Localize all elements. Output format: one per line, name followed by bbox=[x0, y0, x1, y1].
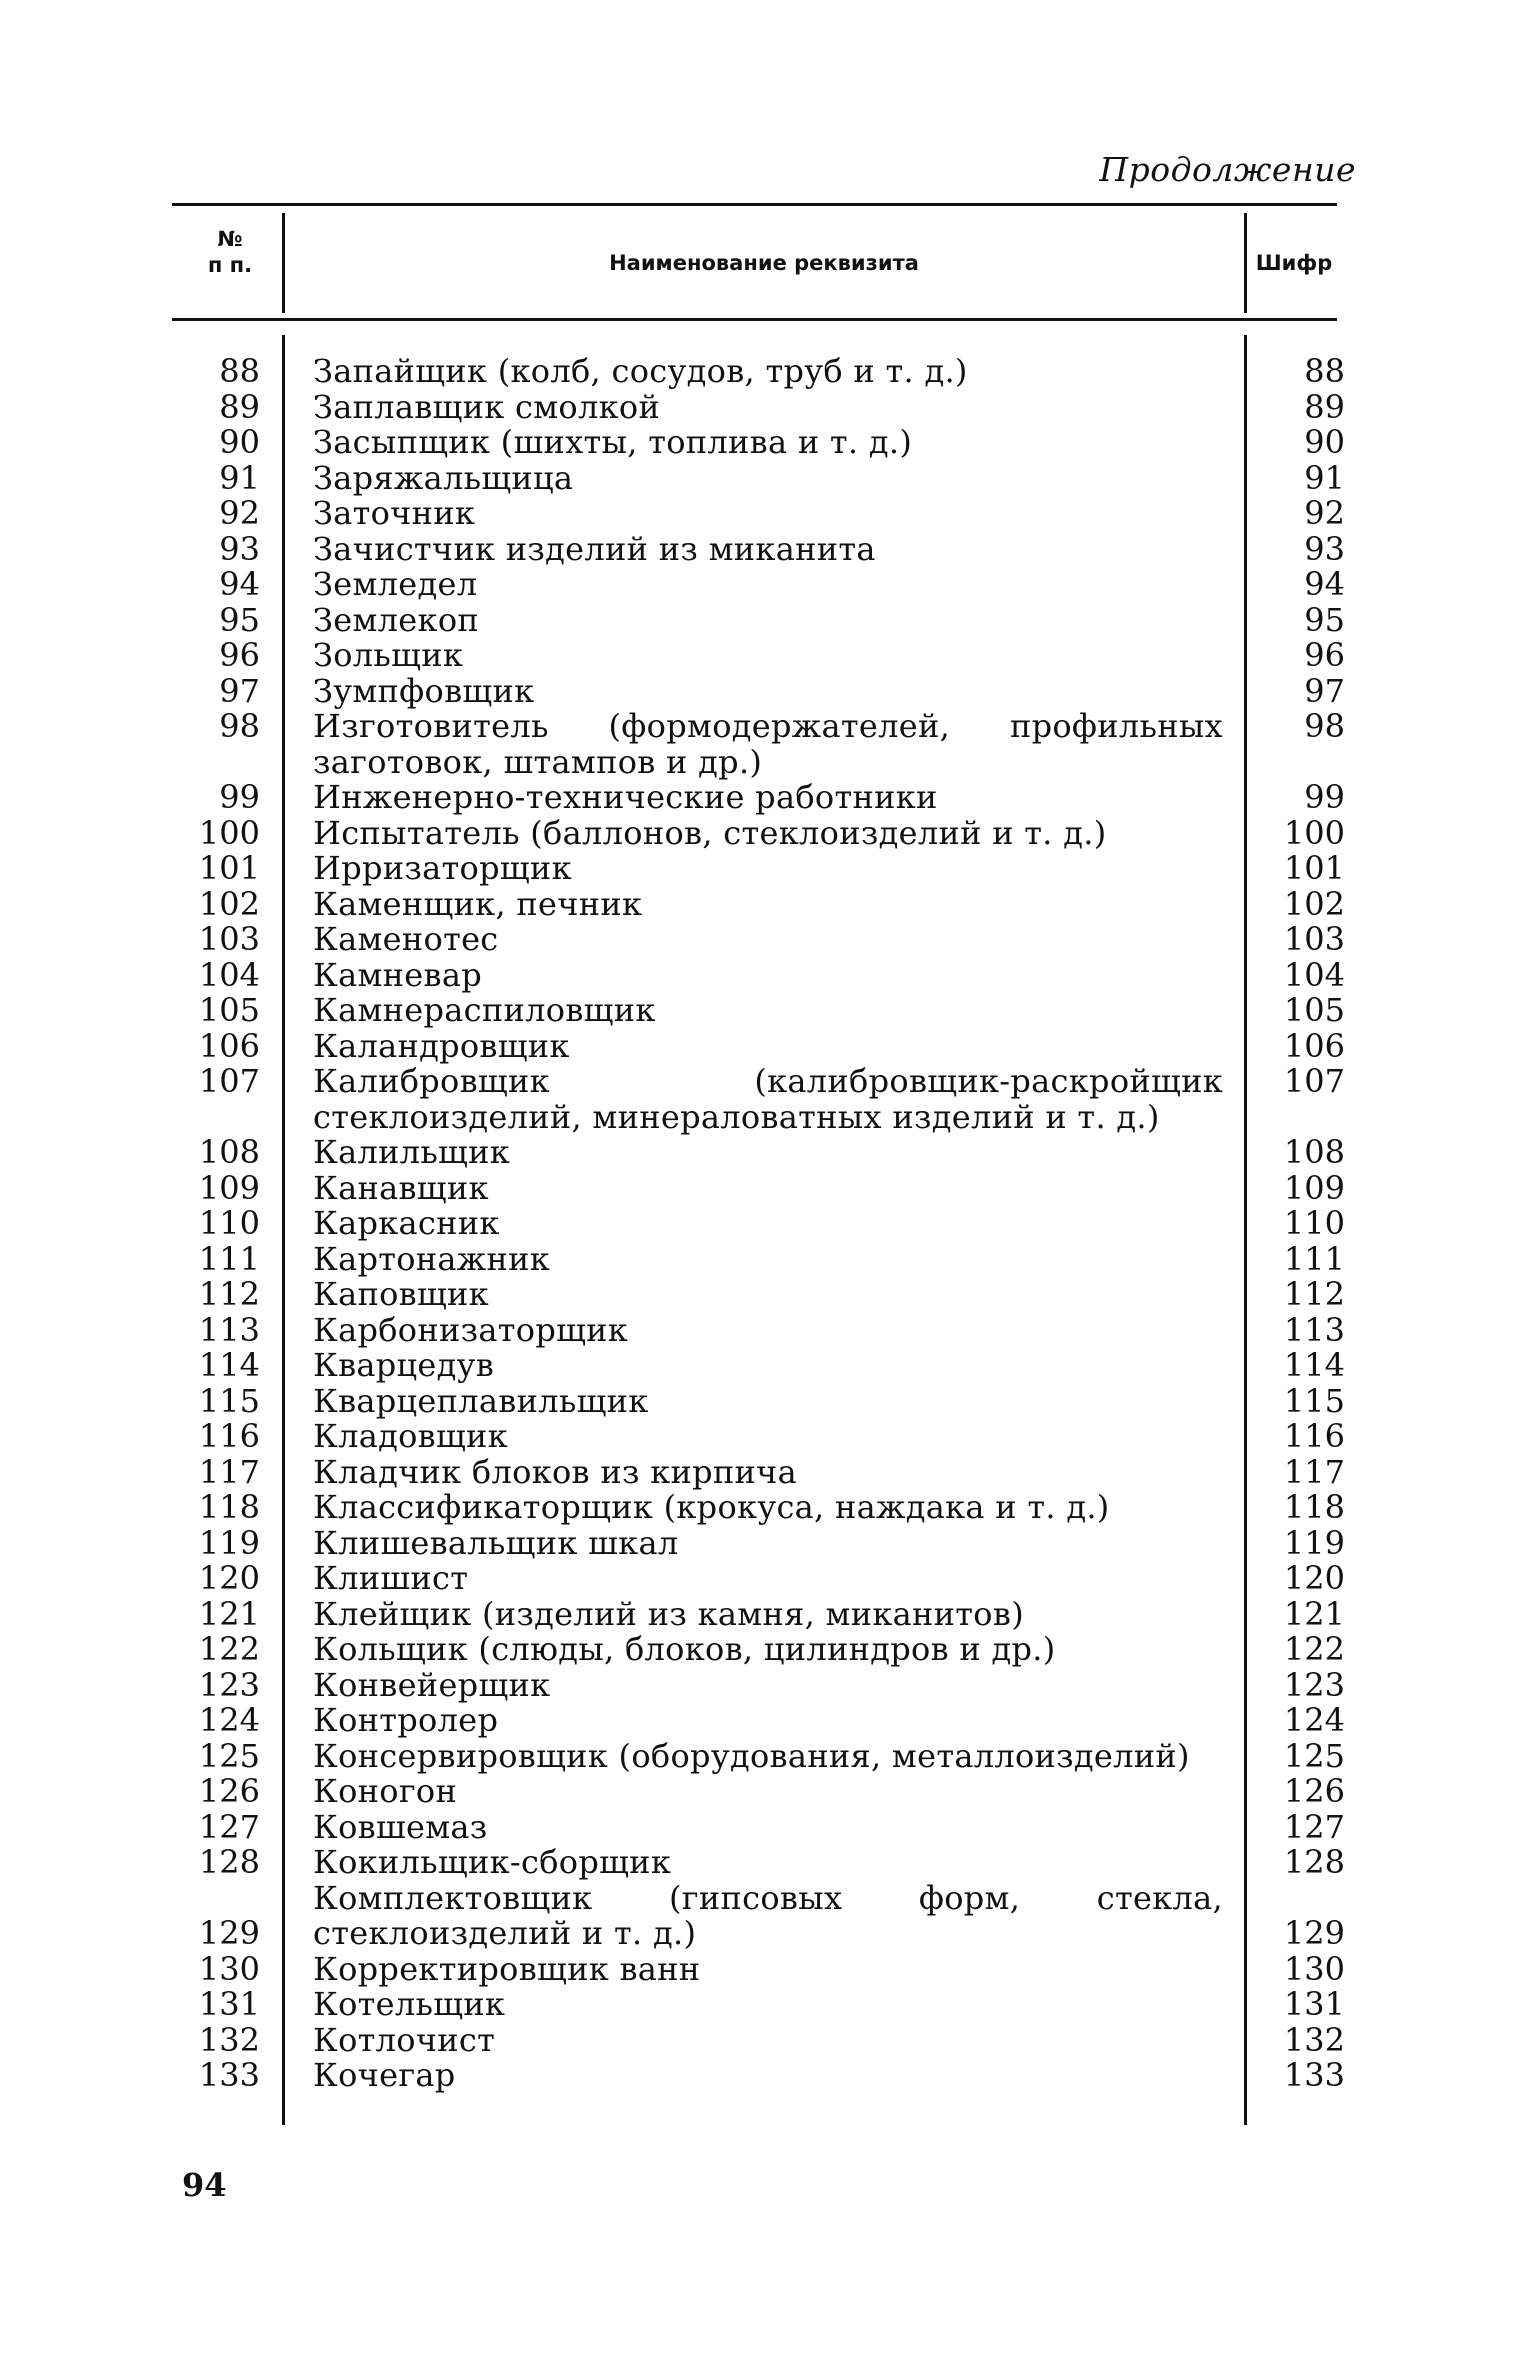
row-name: Засыпщик (шихты, топлива и т. д.) bbox=[313, 423, 913, 461]
row-number: 118 bbox=[198, 1488, 260, 1526]
row-code: 113 bbox=[1283, 1310, 1345, 1349]
row-number: 88 bbox=[219, 352, 260, 390]
row-code: 108 bbox=[1283, 1133, 1345, 1171]
row-name: Канавщик bbox=[313, 1168, 489, 1207]
column-header-number-abbrev: п п. bbox=[207, 253, 253, 277]
row-number: 133 bbox=[198, 2056, 260, 2094]
row-name: Котлочист bbox=[313, 2020, 496, 2059]
table-row bbox=[0, 2058, 1536, 2094]
row-number: 106 bbox=[198, 1026, 260, 1065]
row-number: 110 bbox=[198, 1204, 260, 1242]
row-code: 96 bbox=[1304, 636, 1345, 674]
table-row bbox=[0, 1168, 1536, 1207]
row-code: 105 bbox=[1283, 991, 1345, 1029]
row-name: Каменщик, печник bbox=[313, 884, 643, 923]
row-number: 119 bbox=[198, 1523, 260, 1562]
table-row bbox=[0, 709, 1536, 780]
row-name: Картонажник bbox=[313, 1239, 551, 1278]
row-number: 129 bbox=[198, 1914, 260, 1952]
row-name: Каландровщик bbox=[313, 1026, 570, 1065]
table-row bbox=[0, 1381, 1536, 1420]
row-code: 107 bbox=[1283, 1062, 1345, 1100]
row-code: 116 bbox=[1283, 1417, 1345, 1455]
row-name: Карбонизаторщик bbox=[313, 1310, 629, 1349]
row-number: 121 bbox=[198, 1594, 260, 1633]
row-number: 97 bbox=[219, 671, 260, 710]
row-name: Кварцедув bbox=[313, 1346, 495, 1384]
row-code: 117 bbox=[1283, 1452, 1345, 1491]
row-name: Каповщик bbox=[313, 1275, 489, 1313]
row-code: 124 bbox=[1283, 1701, 1345, 1739]
table-row bbox=[0, 780, 1536, 816]
row-number: 102 bbox=[198, 884, 260, 923]
row-code: 99 bbox=[1304, 778, 1345, 816]
row-number: 128 bbox=[198, 1843, 260, 1881]
row-name: Землекоп bbox=[313, 600, 480, 639]
row-name: Классификаторщик (крокуса, наждака и т. д.) bbox=[313, 1488, 1110, 1526]
row-number: 98 bbox=[219, 707, 260, 745]
table-row bbox=[0, 1632, 1536, 1668]
row-code: 94 bbox=[1304, 565, 1345, 603]
table-row bbox=[0, 1987, 1536, 2023]
row-name: Конвейерщик bbox=[313, 1665, 551, 1704]
row-name: Контролер bbox=[313, 1701, 499, 1739]
row-code: 110 bbox=[1283, 1204, 1345, 1242]
row-code: 132 bbox=[1283, 2020, 1345, 2059]
table-row bbox=[0, 1878, 1536, 1952]
row-code: 90 bbox=[1304, 423, 1345, 461]
row-code: 127 bbox=[1283, 1807, 1345, 1846]
row-code: 91 bbox=[1304, 458, 1345, 497]
table-row bbox=[0, 1064, 1536, 1135]
table-top-rule bbox=[172, 203, 1337, 206]
row-name: Кладчик блоков из кирпича bbox=[313, 1452, 797, 1491]
row-name: Каркасник bbox=[313, 1204, 500, 1242]
row-code: 118 bbox=[1283, 1488, 1345, 1526]
row-name: Кварцеплавильщик bbox=[313, 1381, 649, 1420]
row-number: 127 bbox=[198, 1807, 260, 1846]
row-number: 90 bbox=[219, 423, 260, 461]
row-number: 114 bbox=[198, 1346, 260, 1384]
table-row bbox=[0, 1026, 1536, 1065]
row-name: Каменотес bbox=[313, 920, 499, 958]
table-row bbox=[0, 1703, 1536, 1739]
table-row bbox=[0, 1452, 1536, 1491]
row-number: 111 bbox=[198, 1239, 260, 1278]
table-row bbox=[0, 387, 1536, 426]
row-number: 123 bbox=[198, 1665, 260, 1704]
row-code: 129 bbox=[1283, 1914, 1345, 1952]
table-row bbox=[0, 1206, 1536, 1242]
table-row bbox=[0, 1665, 1536, 1704]
table-row bbox=[0, 884, 1536, 923]
table-row bbox=[0, 1774, 1536, 1810]
row-code: 126 bbox=[1283, 1772, 1345, 1810]
row-code: 111 bbox=[1283, 1239, 1345, 1278]
row-number: 108 bbox=[198, 1133, 260, 1171]
row-name: Зумпфовщик bbox=[313, 671, 535, 710]
row-number: 94 bbox=[219, 565, 260, 603]
row-name: Зачистчик изделий из миканита bbox=[313, 529, 876, 568]
row-number: 124 bbox=[198, 1701, 260, 1739]
table-row bbox=[0, 813, 1536, 852]
row-name: Кладовщик bbox=[313, 1417, 508, 1455]
row-name: Кокильщик-сборщик bbox=[313, 1843, 672, 1881]
row-code: 109 bbox=[1283, 1168, 1345, 1207]
row-name: Заряжальщица bbox=[313, 458, 574, 497]
column-header-name: Наименование реквизита bbox=[609, 251, 919, 275]
table-row bbox=[0, 600, 1536, 639]
row-number: 96 bbox=[219, 636, 260, 674]
row-number: 93 bbox=[219, 529, 260, 568]
row-number: 112 bbox=[198, 1275, 260, 1313]
header-bottom-rule bbox=[172, 318, 1337, 321]
row-name: Изготовитель (формодержателей, профильных заготовок, штампов и др.) bbox=[313, 707, 1223, 781]
table-row bbox=[0, 955, 1536, 994]
table-row bbox=[0, 1348, 1536, 1384]
column-header-number bbox=[180, 226, 280, 278]
row-number: 109 bbox=[198, 1168, 260, 1207]
table-row bbox=[0, 458, 1536, 497]
table-row bbox=[0, 1594, 1536, 1633]
row-code: 102 bbox=[1283, 884, 1345, 923]
row-number: 113 bbox=[198, 1310, 260, 1349]
table-row bbox=[0, 529, 1536, 568]
row-number: 99 bbox=[219, 778, 260, 816]
row-code: 100 bbox=[1283, 813, 1345, 852]
row-code: 120 bbox=[1283, 1559, 1345, 1597]
table-row bbox=[0, 671, 1536, 710]
table-row bbox=[0, 851, 1536, 887]
row-code: 123 bbox=[1283, 1665, 1345, 1704]
row-number: 92 bbox=[219, 494, 260, 532]
continuation-label: Продолжение bbox=[1099, 150, 1356, 189]
row-name: Клишист bbox=[313, 1559, 469, 1597]
table-row bbox=[0, 425, 1536, 461]
page-number: 94 bbox=[182, 2166, 227, 2204]
row-name: Клейщик (изделий из камня, миканитов) bbox=[313, 1594, 1024, 1633]
table-row bbox=[0, 922, 1536, 958]
row-code: 103 bbox=[1283, 920, 1345, 958]
row-code: 115 bbox=[1283, 1381, 1345, 1420]
row-name: Камневар bbox=[313, 955, 482, 994]
row-name: Испытатель (баллонов, стеклоизделий и т. д.) bbox=[313, 813, 1107, 852]
row-number: 91 bbox=[219, 458, 260, 497]
row-name: Коногон bbox=[313, 1772, 458, 1810]
table-row bbox=[0, 1807, 1536, 1846]
table-row bbox=[0, 354, 1536, 390]
table-row bbox=[0, 1949, 1536, 1988]
row-number: 104 bbox=[198, 955, 260, 994]
row-number: 132 bbox=[198, 2020, 260, 2059]
row-name: Корректировщик ванн bbox=[313, 1949, 701, 1988]
table-row bbox=[0, 1419, 1536, 1455]
table-row bbox=[0, 567, 1536, 603]
row-code: 104 bbox=[1283, 955, 1345, 994]
row-code: 97 bbox=[1304, 671, 1345, 710]
table-row bbox=[0, 1239, 1536, 1278]
table-row bbox=[0, 1845, 1536, 1881]
row-name: Калибровщик (калибровщик-раскройщик стеклоизделий, минераловатных изделий и т. д.) bbox=[313, 1062, 1223, 1136]
row-number: 107 bbox=[198, 1062, 260, 1100]
column-header-code: Шифр bbox=[1255, 251, 1333, 275]
row-name: Заточник bbox=[313, 494, 476, 532]
row-number: 103 bbox=[198, 920, 260, 958]
row-number: 105 bbox=[198, 991, 260, 1029]
row-code: 128 bbox=[1283, 1843, 1345, 1881]
row-name: Камнераспиловщик bbox=[313, 991, 656, 1029]
row-code: 121 bbox=[1283, 1594, 1345, 1633]
row-name: Зольщик bbox=[313, 636, 464, 674]
row-number: 131 bbox=[198, 1985, 260, 2023]
row-number: 100 bbox=[198, 813, 260, 852]
row-name: Комплектовщик (гипсовых форм, стекла, стеклоизделий и т. д.) bbox=[313, 1878, 1223, 1952]
row-name: Ирризаторщик bbox=[313, 849, 572, 887]
row-name: Котельщик bbox=[313, 1985, 506, 2023]
row-number: 120 bbox=[198, 1559, 260, 1597]
row-code: 125 bbox=[1283, 1736, 1345, 1775]
row-code: 89 bbox=[1304, 387, 1345, 426]
table-body bbox=[0, 354, 1536, 2094]
table-row bbox=[0, 1135, 1536, 1171]
header-left-divider bbox=[282, 213, 285, 313]
row-number: 95 bbox=[219, 600, 260, 639]
row-code: 131 bbox=[1283, 1985, 1345, 2023]
row-name: Консервировщик (оборудования, металлоизделий) bbox=[313, 1736, 1190, 1775]
row-name: Ковшемаз bbox=[313, 1807, 488, 1846]
table-row bbox=[0, 1736, 1536, 1775]
table-row bbox=[0, 993, 1536, 1029]
row-code: 101 bbox=[1283, 849, 1345, 887]
row-name: Клишевальщик шкал bbox=[313, 1523, 679, 1562]
table-row bbox=[0, 1523, 1536, 1562]
row-code: 88 bbox=[1304, 352, 1345, 390]
row-code: 92 bbox=[1304, 494, 1345, 532]
table-row bbox=[0, 1561, 1536, 1597]
row-code: 95 bbox=[1304, 600, 1345, 639]
row-number: 130 bbox=[198, 1949, 260, 1988]
table-row bbox=[0, 2020, 1536, 2059]
row-code: 106 bbox=[1283, 1026, 1345, 1065]
row-name: Заплавщик смолкой bbox=[313, 387, 661, 426]
table-row bbox=[0, 638, 1536, 674]
row-code: 93 bbox=[1304, 529, 1345, 568]
row-number: 116 bbox=[198, 1417, 260, 1455]
row-name: Калильщик bbox=[313, 1133, 511, 1171]
row-name: Земледел bbox=[313, 565, 478, 603]
row-code: 119 bbox=[1283, 1523, 1345, 1562]
row-code: 133 bbox=[1283, 2056, 1345, 2094]
row-code: 122 bbox=[1283, 1630, 1345, 1668]
row-number: 122 bbox=[198, 1630, 260, 1668]
row-number: 125 bbox=[198, 1736, 260, 1775]
table-row bbox=[0, 1490, 1536, 1526]
row-name: Кольщик (слюды, блоков, цилиндров и др.) bbox=[313, 1630, 1056, 1668]
row-number: 126 bbox=[198, 1772, 260, 1810]
row-number: 115 bbox=[198, 1381, 260, 1420]
table-row bbox=[0, 1310, 1536, 1349]
row-name: Кочегар bbox=[313, 2056, 456, 2094]
table-row bbox=[0, 1277, 1536, 1313]
table-row bbox=[0, 496, 1536, 532]
header-right-divider bbox=[1244, 213, 1247, 313]
row-number: 101 bbox=[198, 849, 260, 887]
column-header-number-sign: № bbox=[217, 227, 243, 251]
row-number: 89 bbox=[219, 387, 260, 426]
row-name: Запайщик (колб, сосудов, труб и т. д.) bbox=[313, 352, 968, 390]
row-number: 117 bbox=[198, 1452, 260, 1491]
row-name: Инженерно-технические работники bbox=[313, 778, 938, 816]
row-code: 98 bbox=[1304, 707, 1345, 745]
row-code: 112 bbox=[1283, 1275, 1345, 1313]
row-code: 114 bbox=[1283, 1346, 1345, 1384]
row-code: 130 bbox=[1283, 1949, 1345, 1988]
